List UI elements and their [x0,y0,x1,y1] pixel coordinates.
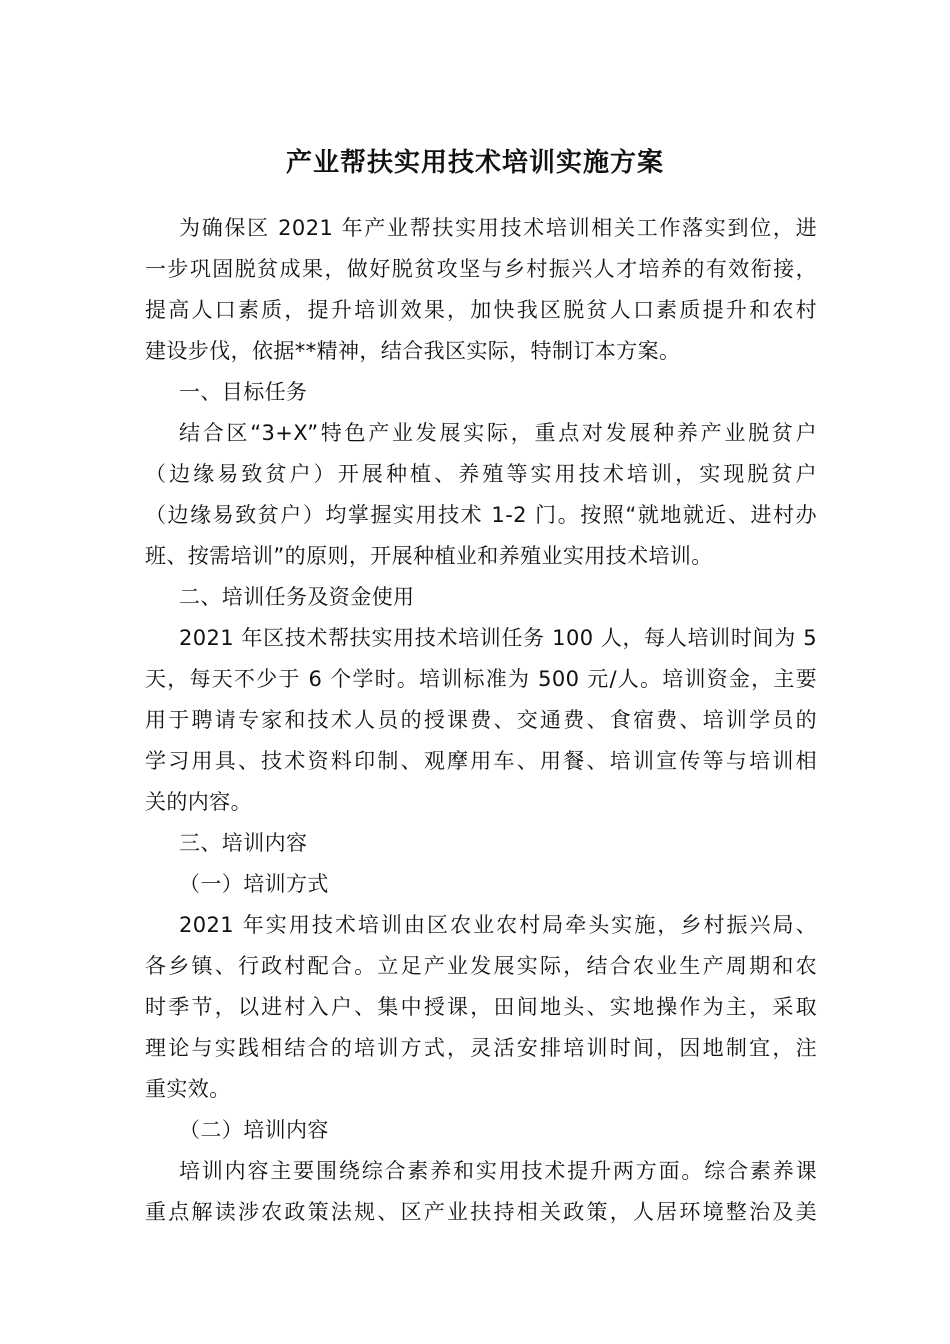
paragraph-line: 理论与实践相结合的培训方式，灵活安排培训时间，因地制宜，注 [145,1036,817,1060]
section-heading: 二、培训任务及资金使用 [179,585,415,609]
section-heading: 三、培训内容 [179,831,308,855]
paragraph-line: 各乡镇、行政村配合。立足产业发展实际，结合农业生产周期和农 [145,954,817,978]
document-body [145,208,817,1233]
paragraph-line: （边缘易致贫户）开展种植、养殖等实用技术培训，实现脱贫户 [145,462,817,486]
paragraph-line: 建设步伐，依据**精神，结合我区实际，特制订本方案。 [145,339,681,363]
paragraph-line: 时季节，以进村入户、集中授课，田间地头、实地操作为主，采取 [145,995,817,1019]
paragraph-line: 2021 年区技术帮扶实用技术培训任务 100 人，每人培训时间为 5 [179,626,817,650]
paragraph-line: 班、按需培训”的原则，开展种植业和养殖业实用技术培训。 [145,544,713,568]
subsection-heading: （二）培训内容 [179,1118,329,1142]
paragraph-line: 一步巩固脱贫成果，做好脱贫攻坚与乡村振兴人才培养的有效衔接， [145,257,817,281]
document-title: 产业帮扶实用技术培训实施方案 [285,148,664,178]
paragraph-line: 提高人口素质，提升培训效果，加快我区脱贫人口素质提升和农村 [145,298,817,322]
paragraph-line: 重实效。 [145,1077,231,1101]
paragraph-line: 2021 年实用技术培训由区农业农村局牵头实施，乡村振兴局、 [179,913,817,937]
paragraph-line: 学习用具、技术资料印制、观摩用车、用餐、培训宣传等与培训相 [145,749,817,773]
paragraph-line: 天，每天不少于 6 个学时。培训标准为 500 元/人。培训资金，主要 [145,667,817,691]
section-heading: 一、目标任务 [179,380,308,404]
paragraph-line: 为确保区 2021 年产业帮扶实用技术培训相关工作落实到位，进 [179,216,817,240]
paragraph-line: 关的内容。 [145,790,252,814]
paragraph-line: 结合区“3+X”特色产业发展实际，重点对发展种养产业脱贫户 [179,421,817,445]
paragraph-line: 培训内容主要围绕综合素养和实用技术提升两方面。综合素养课 [179,1159,817,1183]
paragraph-line: （边缘易致贫户）均掌握实用技术 1-2 门。按照“就地就近、进村办 [145,503,817,527]
paragraph-line: 重点解读涉农政策法规、区产业扶持相关政策，人居环境整治及美 [145,1200,817,1224]
subsection-heading: （一）培训方式 [179,872,329,896]
paragraph-line: 用于聘请专家和技术人员的授课费、交通费、食宿费、培训学员的 [145,708,817,732]
